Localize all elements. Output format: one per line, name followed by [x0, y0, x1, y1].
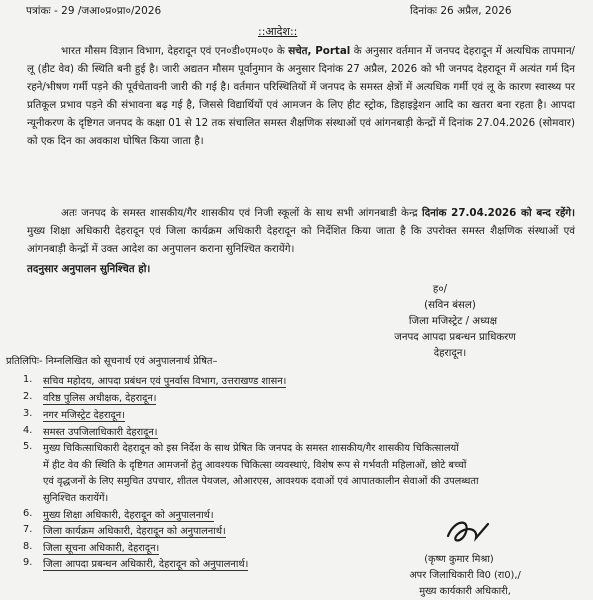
copy-list-text: मुख्य शिक्षा अधिकारी, देहरादून को अनुपालनार्थ। [43, 510, 214, 521]
reference-value: - 29 /जआ०प्र०प्रा०/2026 [54, 5, 162, 17]
signatory1-designation: जिला मजिस्ट्रेट / अध्यक्ष [408, 316, 498, 327]
copy-list-text: जिला आपदा प्रबन्धन अधिकारी, देहरादून को अनुपालनार्थ। [43, 559, 249, 570]
date-label: दिनांकः [410, 5, 438, 17]
copy-list-text: नगर मजिस्ट्रेट देहरादून। [43, 410, 125, 421]
copy-list-text: में हीट वेव की स्थिति के दृष्टिगत आमजनों हेतु आवश्यक चिकित्सा व्यवस्थाएं, विशेष रूप से गर्भवती महिलाओं, छोटे बच्चों [43, 459, 467, 471]
para1-text-a: भारत मौसम विज्ञान विभाग, देहरादून एवं एन०डी०एम०ए० के [61, 45, 289, 57]
copy-list-text: समस्त उपजिलाधिकारी देहरादून। [43, 427, 158, 438]
para1-text-c: के अनुसार वर्तमान में जनपद देहरादून में अत्यधिक तापमान/लू (हीट वेव) की स्थिति बनी हुई है। जारी अद्यतन मौसम पूर्वानुमान के अनुसार दिनांक 27 अप्रैल, 2026 को भी जनपद देहरादून में अत्यंत गर्म दिन रहने/भीषण गर्मी पड़ने की पूर्वचेतावनी जारी की गई है। वर्तमान परिस्थितियों में जनपद के समस्त क्षेत्रों में अत्यधिक गर्मी एवं लू के कारण स्वास्थ्य पर प्रतिकूल प्रभाव पड़ने की संभावना बढ़ गई है, जिससे विद्यार्थियों एवं आमजन के लिए हीट स्ट्रोक, डिहाइड्रेशन आदि का खतरा बना रहता है। आपदा न्यूनीकरण के दृष्टिगत जनपद के कक्षा 01 से 12 तक संचालित समस्त शैक्षणिक संस्थाओं एवं आंगनबाड़ी केन्द्रों में दिनांक 27.04.2026 (सोमवार) को एक दिन का अवकाश घोषित किया जाता है। [27, 45, 576, 147]
copy-list-number: 4. [23, 425, 33, 436]
copy-list-text: जिला कार्यक्रम अधिकारी, देहरादून को अनुपालनार्थ। [43, 526, 226, 537]
copy-list-number: 7. [23, 524, 33, 535]
copy-list-number: 1. [23, 374, 33, 385]
copy-list-text: वरिष्ठ पुलिस अधीक्षक, देहरादून। [43, 393, 157, 404]
signatory1-authority: जनपद आपदा प्रबन्धन प्राधिकरण [394, 332, 516, 343]
para1-bold: सचेत, Portal [288, 45, 351, 57]
copy-list-number: 9. [23, 557, 33, 568]
date-value: 26 अप्रैल, 2026 [440, 5, 512, 17]
copy-list-text: एवं वृद्धजनों के लिए समुचित उपचार, शीतल पेयजल, ओआरएस, आवश्यक दवाओं एवं आपातकालीन सेवाओं की उपलब्धता [43, 476, 479, 487]
order-title: ::आदेश:: [258, 25, 298, 38]
para2-bold: दिनांक 27.04.2026 को बन्द रहेंगे। [422, 207, 575, 219]
copy-list-text: सचिव महोदय, आपदा प्रबंधन एवं पुनर्वास विभाग, उत्तराखण्ड शासन। [43, 376, 287, 387]
copy-list-number: 2. [23, 391, 33, 402]
signatory2-name: (कृष्ण कुमार मिश्रा) [424, 554, 494, 565]
reference-label: पत्रांकः [26, 5, 51, 17]
copy-list-text: मुख्य चिकित्साधिकारी देहरादून को इस निर्देश के साथ प्रेषित कि जनपद के समस्त शासकीय/गैर शासकीय चिकित्सालयों [43, 443, 459, 454]
signatory2-role: मुख्य कार्यकारी अधिकारी, [419, 586, 511, 597]
para2-text-c: मुख्य शिक्षा अधिकारी देहरादून एवं जिला कार्यक्रम अधिकारी देहरादून को निर्देशित किया जाता है कि उपरोक्त समस्त शैक्षणिक संस्थाओं एवं आंगनबाड़ी केन्द्रों में उक्त आदेश का अनुपालन कराना सुनिश्चित करायेंगे। [27, 225, 575, 255]
para2-text-a: अतः जनपद के समस्त शासकीय/गैर शासकीय एवं निजी स्कूलों के साथ सभी आंगनबाडी केन्द्र [61, 207, 423, 219]
copy-list-number: 6. [23, 508, 33, 519]
copy-list-number: 8. [23, 541, 33, 552]
signed-mark: ह०/ [432, 284, 448, 295]
copy-intro: प्रतिलिपिः- निम्नलिखित को सूचनार्थ एवं अनुपालनार्थ प्रेषित– [6, 356, 218, 367]
paragraph-1 [27, 42, 575, 150]
closing-line: तदनुसार अनुपालन सुनिश्चित हो। [27, 263, 151, 275]
reference-number [26, 4, 161, 18]
signatory2-designation: अपर जिलाधिकारी वि0 (रा0),/ [409, 570, 521, 581]
order-date [410, 4, 512, 18]
paragraph-2 [27, 204, 575, 258]
signatory1-name: (सविन बंसल) [424, 300, 476, 311]
copy-list-text: जिला सूचना अधिकारी, देहरादून। [43, 543, 160, 554]
copy-list-text: सुनिश्चित करायेंगें। [43, 492, 109, 504]
copy-list-number: 3. [23, 408, 33, 419]
signatory1-place: देहरादून। [433, 348, 467, 359]
signature-mark [440, 512, 500, 552]
copy-list-number: 5. [23, 441, 33, 452]
